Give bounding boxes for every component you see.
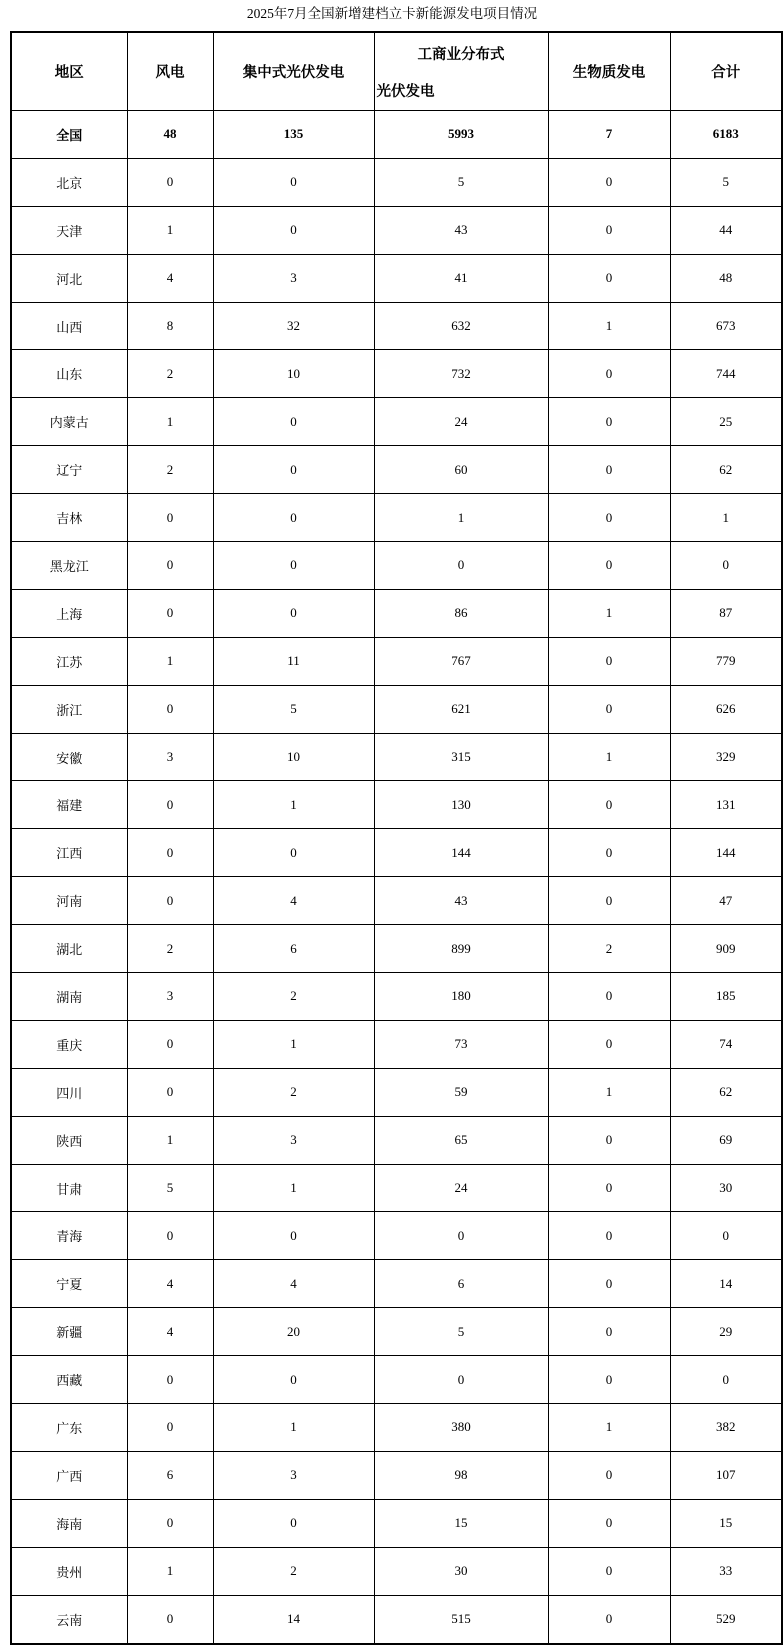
cell-value: 4 xyxy=(127,1308,213,1356)
cell-value: 48 xyxy=(670,254,782,302)
cell-value: 0 xyxy=(213,158,374,206)
cell-region: 黑龙江 xyxy=(11,542,127,590)
header-row xyxy=(11,32,782,111)
cell-region: 新疆 xyxy=(11,1308,127,1356)
cell-value: 6 xyxy=(374,1260,548,1308)
cell-region: 海南 xyxy=(11,1499,127,1547)
table-row xyxy=(11,398,782,446)
cell-value: 0 xyxy=(548,1547,670,1595)
cell-value: 1 xyxy=(213,781,374,829)
cell-value: 65 xyxy=(374,1116,548,1164)
cell-value: 1 xyxy=(548,733,670,781)
cell-region: 江西 xyxy=(11,829,127,877)
cell-value: 180 xyxy=(374,973,548,1021)
cell-value: 0 xyxy=(127,542,213,590)
cell-value: 515 xyxy=(374,1595,548,1643)
cell-region: 北京 xyxy=(11,158,127,206)
cell-value: 5 xyxy=(374,1308,548,1356)
cell-value: 14 xyxy=(213,1595,374,1643)
cell-value: 62 xyxy=(670,1068,782,1116)
cell-value: 33 xyxy=(670,1547,782,1595)
cell-value: 0 xyxy=(127,781,213,829)
cell-value: 41 xyxy=(374,254,548,302)
column-header: 集中式光伏发电 xyxy=(213,32,374,111)
cell-value: 4 xyxy=(127,1260,213,1308)
table-row xyxy=(11,111,782,159)
cell-value: 0 xyxy=(548,1260,670,1308)
table-row xyxy=(11,1404,782,1452)
cell-value: 32 xyxy=(213,302,374,350)
cell-region: 云南 xyxy=(11,1595,127,1643)
cell-region: 宁夏 xyxy=(11,1260,127,1308)
cell-value: 0 xyxy=(127,685,213,733)
cell-value: 1 xyxy=(127,637,213,685)
cell-value: 0 xyxy=(548,206,670,254)
cell-value: 2 xyxy=(213,1068,374,1116)
cell-region: 广西 xyxy=(11,1451,127,1499)
table-row xyxy=(11,1260,782,1308)
table-row xyxy=(11,494,782,542)
cell-region: 辽宁 xyxy=(11,446,127,494)
cell-value: 135 xyxy=(213,111,374,159)
cell-value: 0 xyxy=(548,398,670,446)
table-row xyxy=(11,206,782,254)
cell-value: 59 xyxy=(374,1068,548,1116)
cell-region: 全国 xyxy=(11,111,127,159)
cell-value: 0 xyxy=(548,350,670,398)
cell-value: 6 xyxy=(127,1451,213,1499)
cell-value: 767 xyxy=(374,637,548,685)
cell-value: 5 xyxy=(127,1164,213,1212)
table-row xyxy=(11,1499,782,1547)
cell-region: 河北 xyxy=(11,254,127,302)
column-header xyxy=(374,32,548,111)
cell-value: 5 xyxy=(374,158,548,206)
cell-value: 0 xyxy=(548,1116,670,1164)
cell-value: 382 xyxy=(670,1404,782,1452)
cell-value: 1 xyxy=(548,589,670,637)
cell-value: 621 xyxy=(374,685,548,733)
cell-value: 0 xyxy=(548,829,670,877)
cell-value: 0 xyxy=(548,446,670,494)
cell-value: 107 xyxy=(670,1451,782,1499)
table-row xyxy=(11,1356,782,1404)
cell-value: 0 xyxy=(213,829,374,877)
column-header: 地区 xyxy=(11,32,127,111)
cell-value: 0 xyxy=(548,542,670,590)
column-header: 合计 xyxy=(670,32,782,111)
cell-value: 4 xyxy=(213,1260,374,1308)
column-header: 生物质发电 xyxy=(548,32,670,111)
cell-region: 安徽 xyxy=(11,733,127,781)
new-energy-projects-table xyxy=(10,31,783,1645)
cell-value: 0 xyxy=(548,685,670,733)
cell-value: 1 xyxy=(127,398,213,446)
cell-value: 144 xyxy=(374,829,548,877)
cell-value: 14 xyxy=(670,1260,782,1308)
cell-region: 西藏 xyxy=(11,1356,127,1404)
cell-value: 0 xyxy=(213,1356,374,1404)
cell-value: 0 xyxy=(213,446,374,494)
cell-region: 湖北 xyxy=(11,925,127,973)
page-title: 2025年7月全国新增建档立卡新能源发电项目情况 xyxy=(246,6,538,21)
table-row xyxy=(11,254,782,302)
cell-value: 2 xyxy=(127,925,213,973)
cell-region: 四川 xyxy=(11,1068,127,1116)
table-row xyxy=(11,1595,782,1643)
cell-value: 0 xyxy=(670,1212,782,1260)
cell-value: 7 xyxy=(548,111,670,159)
cell-value: 48 xyxy=(127,111,213,159)
cell-value: 3 xyxy=(213,1451,374,1499)
cell-region: 福建 xyxy=(11,781,127,829)
table-row xyxy=(11,925,782,973)
cell-value: 909 xyxy=(670,925,782,973)
cell-value: 2 xyxy=(213,973,374,1021)
cell-value: 1 xyxy=(213,1404,374,1452)
cell-value: 0 xyxy=(374,542,548,590)
cell-value: 0 xyxy=(548,877,670,925)
table-row xyxy=(11,781,782,829)
table-row xyxy=(11,733,782,781)
cell-value: 0 xyxy=(213,589,374,637)
cell-value: 3 xyxy=(213,254,374,302)
table-row xyxy=(11,1116,782,1164)
cell-region: 上海 xyxy=(11,589,127,637)
cell-value: 15 xyxy=(374,1499,548,1547)
cell-value: 0 xyxy=(670,1356,782,1404)
cell-value: 1 xyxy=(127,1116,213,1164)
cell-value: 0 xyxy=(127,1499,213,1547)
cell-value: 1 xyxy=(548,302,670,350)
cell-value: 69 xyxy=(670,1116,782,1164)
cell-value: 2 xyxy=(548,925,670,973)
cell-value: 86 xyxy=(374,589,548,637)
cell-value: 1 xyxy=(670,494,782,542)
table-row xyxy=(11,542,782,590)
cell-value: 10 xyxy=(213,350,374,398)
column-header-line1: 工商业分布式 xyxy=(417,46,505,63)
cell-value: 62 xyxy=(670,446,782,494)
cell-value: 87 xyxy=(670,589,782,637)
table-body xyxy=(11,111,782,1644)
cell-value: 131 xyxy=(670,781,782,829)
cell-value: 529 xyxy=(670,1595,782,1643)
table-row xyxy=(11,637,782,685)
cell-value: 0 xyxy=(127,1212,213,1260)
cell-value: 0 xyxy=(548,1164,670,1212)
table-row xyxy=(11,1212,782,1260)
cell-value: 1 xyxy=(127,206,213,254)
cell-value: 24 xyxy=(374,398,548,446)
cell-value: 8 xyxy=(127,302,213,350)
cell-value: 632 xyxy=(374,302,548,350)
table-row xyxy=(11,973,782,1021)
table-row xyxy=(11,1020,782,1068)
cell-value: 1 xyxy=(548,1068,670,1116)
cell-value: 0 xyxy=(670,542,782,590)
cell-region: 内蒙古 xyxy=(11,398,127,446)
cell-value: 329 xyxy=(670,733,782,781)
table-row xyxy=(11,350,782,398)
cell-value: 0 xyxy=(548,158,670,206)
cell-value: 0 xyxy=(548,1451,670,1499)
cell-value: 0 xyxy=(548,781,670,829)
cell-value: 44 xyxy=(670,206,782,254)
table-header xyxy=(11,32,782,111)
cell-value: 0 xyxy=(127,877,213,925)
cell-region: 山东 xyxy=(11,350,127,398)
cell-value: 0 xyxy=(213,1499,374,1547)
cell-value: 0 xyxy=(374,1356,548,1404)
table-row xyxy=(11,829,782,877)
cell-value: 15 xyxy=(670,1499,782,1547)
cell-value: 0 xyxy=(127,1356,213,1404)
cell-value: 0 xyxy=(127,1020,213,1068)
cell-value: 0 xyxy=(548,1020,670,1068)
cell-value: 0 xyxy=(548,637,670,685)
table-row xyxy=(11,158,782,206)
cell-value: 0 xyxy=(374,1212,548,1260)
cell-region: 吉林 xyxy=(11,494,127,542)
cell-value: 0 xyxy=(548,1308,670,1356)
cell-value: 673 xyxy=(670,302,782,350)
cell-value: 0 xyxy=(213,1212,374,1260)
cell-value: 5993 xyxy=(374,111,548,159)
cell-value: 60 xyxy=(374,446,548,494)
column-header-multiline xyxy=(375,33,548,110)
cell-value: 73 xyxy=(374,1020,548,1068)
table-row xyxy=(11,1451,782,1499)
cell-value: 3 xyxy=(127,733,213,781)
cell-value: 380 xyxy=(374,1404,548,1452)
cell-region: 广东 xyxy=(11,1404,127,1452)
cell-value: 0 xyxy=(548,1499,670,1547)
cell-value: 0 xyxy=(213,398,374,446)
cell-value: 185 xyxy=(670,973,782,1021)
cell-value: 98 xyxy=(374,1451,548,1499)
cell-value: 899 xyxy=(374,925,548,973)
cell-value: 2 xyxy=(127,350,213,398)
cell-value: 5 xyxy=(213,685,374,733)
cell-value: 10 xyxy=(213,733,374,781)
table-row xyxy=(11,1547,782,1595)
cell-value: 0 xyxy=(127,1595,213,1643)
cell-value: 1 xyxy=(213,1020,374,1068)
cell-value: 74 xyxy=(670,1020,782,1068)
cell-value: 779 xyxy=(670,637,782,685)
cell-value: 0 xyxy=(127,1068,213,1116)
cell-value: 0 xyxy=(213,206,374,254)
cell-value: 0 xyxy=(548,1212,670,1260)
cell-value: 732 xyxy=(374,350,548,398)
cell-value: 11 xyxy=(213,637,374,685)
cell-region: 山西 xyxy=(11,302,127,350)
cell-value: 30 xyxy=(670,1164,782,1212)
table-row xyxy=(11,1308,782,1356)
table-row xyxy=(11,1068,782,1116)
cell-value: 0 xyxy=(548,494,670,542)
cell-region: 河南 xyxy=(11,877,127,925)
column-header: 风电 xyxy=(127,32,213,111)
column-header-line2: 光伏发电 xyxy=(376,83,435,100)
table-row xyxy=(11,446,782,494)
table-row xyxy=(11,685,782,733)
cell-value: 1 xyxy=(374,494,548,542)
cell-value: 25 xyxy=(670,398,782,446)
cell-region: 甘肃 xyxy=(11,1164,127,1212)
cell-value: 0 xyxy=(127,1404,213,1452)
cell-value: 0 xyxy=(127,158,213,206)
cell-value: 6183 xyxy=(670,111,782,159)
cell-value: 315 xyxy=(374,733,548,781)
cell-value: 2 xyxy=(127,446,213,494)
cell-value: 5 xyxy=(670,158,782,206)
cell-value: 0 xyxy=(548,1356,670,1404)
cell-value: 24 xyxy=(374,1164,548,1212)
cell-region: 青海 xyxy=(11,1212,127,1260)
cell-value: 4 xyxy=(213,877,374,925)
cell-value: 4 xyxy=(127,254,213,302)
cell-value: 0 xyxy=(213,494,374,542)
cell-region: 江苏 xyxy=(11,637,127,685)
cell-value: 144 xyxy=(670,829,782,877)
cell-region: 天津 xyxy=(11,206,127,254)
cell-value: 0 xyxy=(213,542,374,590)
cell-value: 6 xyxy=(213,925,374,973)
cell-value: 626 xyxy=(670,685,782,733)
cell-value: 0 xyxy=(548,254,670,302)
cell-region: 贵州 xyxy=(11,1547,127,1595)
table-row xyxy=(11,1164,782,1212)
cell-value: 0 xyxy=(127,829,213,877)
cell-value: 2 xyxy=(213,1547,374,1595)
cell-region: 陕西 xyxy=(11,1116,127,1164)
cell-value: 130 xyxy=(374,781,548,829)
table-row xyxy=(11,877,782,925)
cell-value: 3 xyxy=(127,973,213,1021)
cell-value: 0 xyxy=(548,973,670,1021)
cell-value: 0 xyxy=(548,1595,670,1643)
cell-value: 43 xyxy=(374,877,548,925)
cell-value: 744 xyxy=(670,350,782,398)
cell-value: 3 xyxy=(213,1116,374,1164)
cell-value: 43 xyxy=(374,206,548,254)
cell-value: 0 xyxy=(127,494,213,542)
cell-value: 20 xyxy=(213,1308,374,1356)
cell-value: 29 xyxy=(670,1308,782,1356)
table-row xyxy=(11,302,782,350)
cell-region: 重庆 xyxy=(11,1020,127,1068)
cell-value: 30 xyxy=(374,1547,548,1595)
cell-region: 浙江 xyxy=(11,685,127,733)
cell-value: 1 xyxy=(548,1404,670,1452)
cell-value: 1 xyxy=(213,1164,374,1212)
cell-value: 0 xyxy=(127,589,213,637)
cell-region: 湖南 xyxy=(11,973,127,1021)
table-row xyxy=(11,589,782,637)
cell-value: 1 xyxy=(127,1547,213,1595)
cell-value: 47 xyxy=(670,877,782,925)
